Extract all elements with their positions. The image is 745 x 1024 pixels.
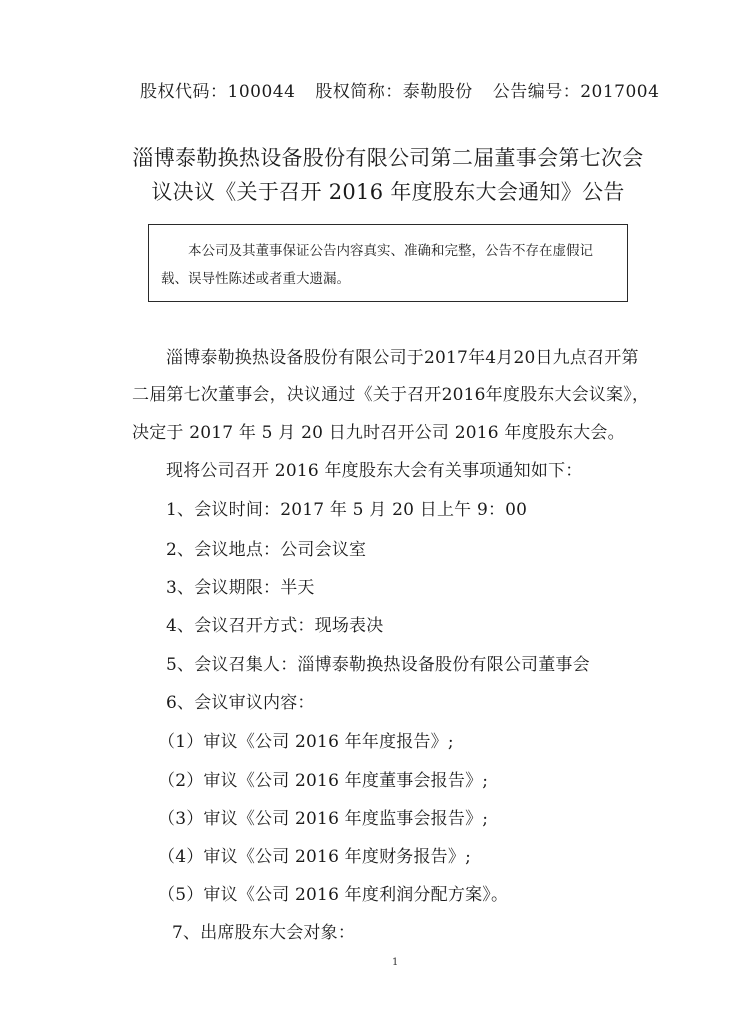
disclaimer-line-2: 载、误导性陈述或者重大遗漏。 bbox=[161, 271, 350, 287]
agenda-sub-item-1: （1）审议《公司 2016 年年度报告》; bbox=[158, 732, 454, 752]
agenda-sub-item-5: （5）审议《公司 2016 年度利润分配方案》。 bbox=[158, 885, 509, 905]
item-meeting-duration: 3、会议期限：半天 bbox=[166, 578, 315, 598]
agenda-sub-item-3: （3）审议《公司 2016 年度监事会报告》; bbox=[158, 809, 489, 829]
item-meeting-method: 4、会议召开方式：现场表决 bbox=[166, 616, 384, 636]
stock-info-line bbox=[140, 77, 659, 102]
document-title-line-2: 议决议《关于召开 2016 年度股东大会通知》公告 bbox=[151, 180, 625, 204]
intro-paragraph-line-3: 决定于 2017 年 5 月 20 日九时召开公司 2016 年度股东大会。 bbox=[132, 423, 625, 443]
item-meeting-convener: 5、会议召集人：淄博泰勒换热设备股份有限公司董事会 bbox=[166, 655, 590, 675]
stock-code: 股权代码：100044 bbox=[140, 82, 296, 102]
intro-paragraph-line-1: 淄博泰勒换热设备股份有限公司于2017年4月20日九点召开第 bbox=[166, 348, 639, 368]
document-title-line-1: 淄博泰勒换热设备股份有限公司第二届董事会第七次会 bbox=[132, 146, 644, 170]
agenda-sub-item-4: （4）审议《公司 2016 年度财务报告》; bbox=[158, 847, 472, 867]
notice-lead: 现将公司召开 2016 年度股东大会有关事项通知如下： bbox=[166, 461, 583, 481]
disclaimer-box bbox=[148, 224, 628, 302]
item-attendees: 7、出席股东大会对象： bbox=[172, 923, 356, 943]
item-meeting-time: 1、会议时间：2017 年 5 月 20 日上午 9：00 bbox=[166, 500, 528, 520]
agenda-sub-item-2: （2）审议《公司 2016 年度董事会报告》; bbox=[158, 771, 489, 791]
disclaimer-line-1: 本公司及其董事保证公告内容真实、准确和完整，公告不存在虚假记 bbox=[188, 243, 593, 259]
item-meeting-place: 2、会议地点：公司会议室 bbox=[166, 540, 367, 560]
stock-name: 股权简称：泰勒股份 bbox=[315, 82, 473, 102]
page-number: 1 bbox=[392, 957, 399, 968]
item-meeting-agenda: 6、会议审议内容： bbox=[166, 693, 315, 713]
intro-paragraph-line-2: 二届第七次董事会，决议通过《关于召开2016年度股东大会议案》， bbox=[132, 385, 650, 405]
notice-number: 公告编号：2017004 bbox=[492, 82, 660, 102]
